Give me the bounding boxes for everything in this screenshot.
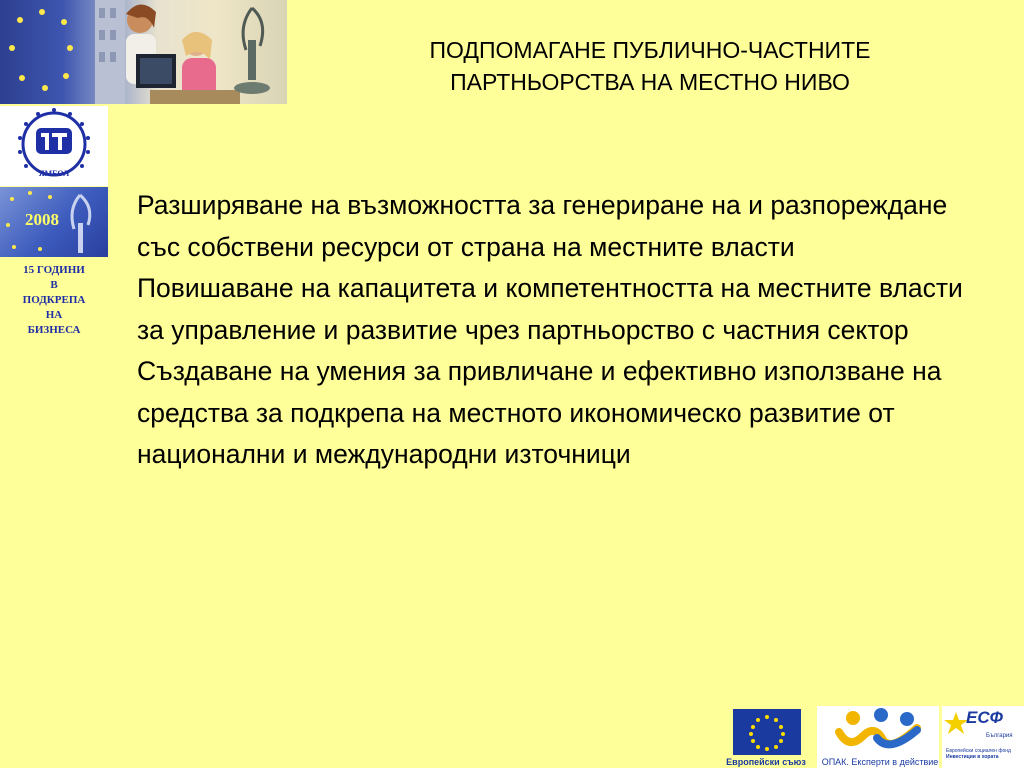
- eu-caption: Европейски съюз: [726, 757, 806, 767]
- body-paragraph: Повишаване на капацитета и компетентността на местните власти за управление и развитие чрез партньорство с частния сектор: [137, 273, 963, 345]
- esf-caption-line: Инвестиции в хората: [946, 754, 999, 760]
- slide-title-line-2: ПАРТНЬОРСТВА НА МЕСТНО НИВО: [450, 69, 850, 95]
- slide-title: [340, 34, 960, 98]
- anniversary-line: 15 ГОДИНИ: [23, 264, 85, 276]
- opak-caption: ОПАК. Експерти в действие: [821, 757, 939, 767]
- eu-flag-logo: [733, 709, 801, 755]
- esf-country: България: [986, 733, 1013, 739]
- body-paragraph: Създаване на умения за привличане и ефективно използване на средства за подкрепа на местното икономическо развитие от национални и международни източници: [137, 356, 942, 469]
- anniversary-line: БИЗНЕСА: [27, 324, 81, 336]
- yambol-emblem-logo: [0, 106, 108, 186]
- slide-body: [137, 185, 977, 476]
- anniversary-2008-logo: [0, 187, 108, 257]
- slide-title-line-1: ПОДПОМАГАНЕ ПУБЛИЧНО-ЧАСТНИТЕ: [429, 37, 871, 63]
- emblem-text: ЯМБОЛ: [38, 169, 70, 178]
- esf-caption: [946, 748, 1024, 760]
- anniversary-text: [6, 263, 102, 338]
- body-paragraph: Разширяване на възможността за генериране на и разпореждане със собствени ресурси от страна на местните власти: [137, 190, 948, 262]
- anniversary-line: В: [50, 279, 58, 291]
- anniversary-line: НА: [45, 309, 63, 321]
- header-banner-image: [0, 0, 287, 104]
- esf-caption-line: Европейски социален фонд: [946, 748, 1011, 754]
- esf-title: ЕСФ: [966, 708, 1003, 727]
- logo-year: 2008: [25, 210, 59, 229]
- anniversary-line: ПОДКРЕПА: [22, 294, 86, 306]
